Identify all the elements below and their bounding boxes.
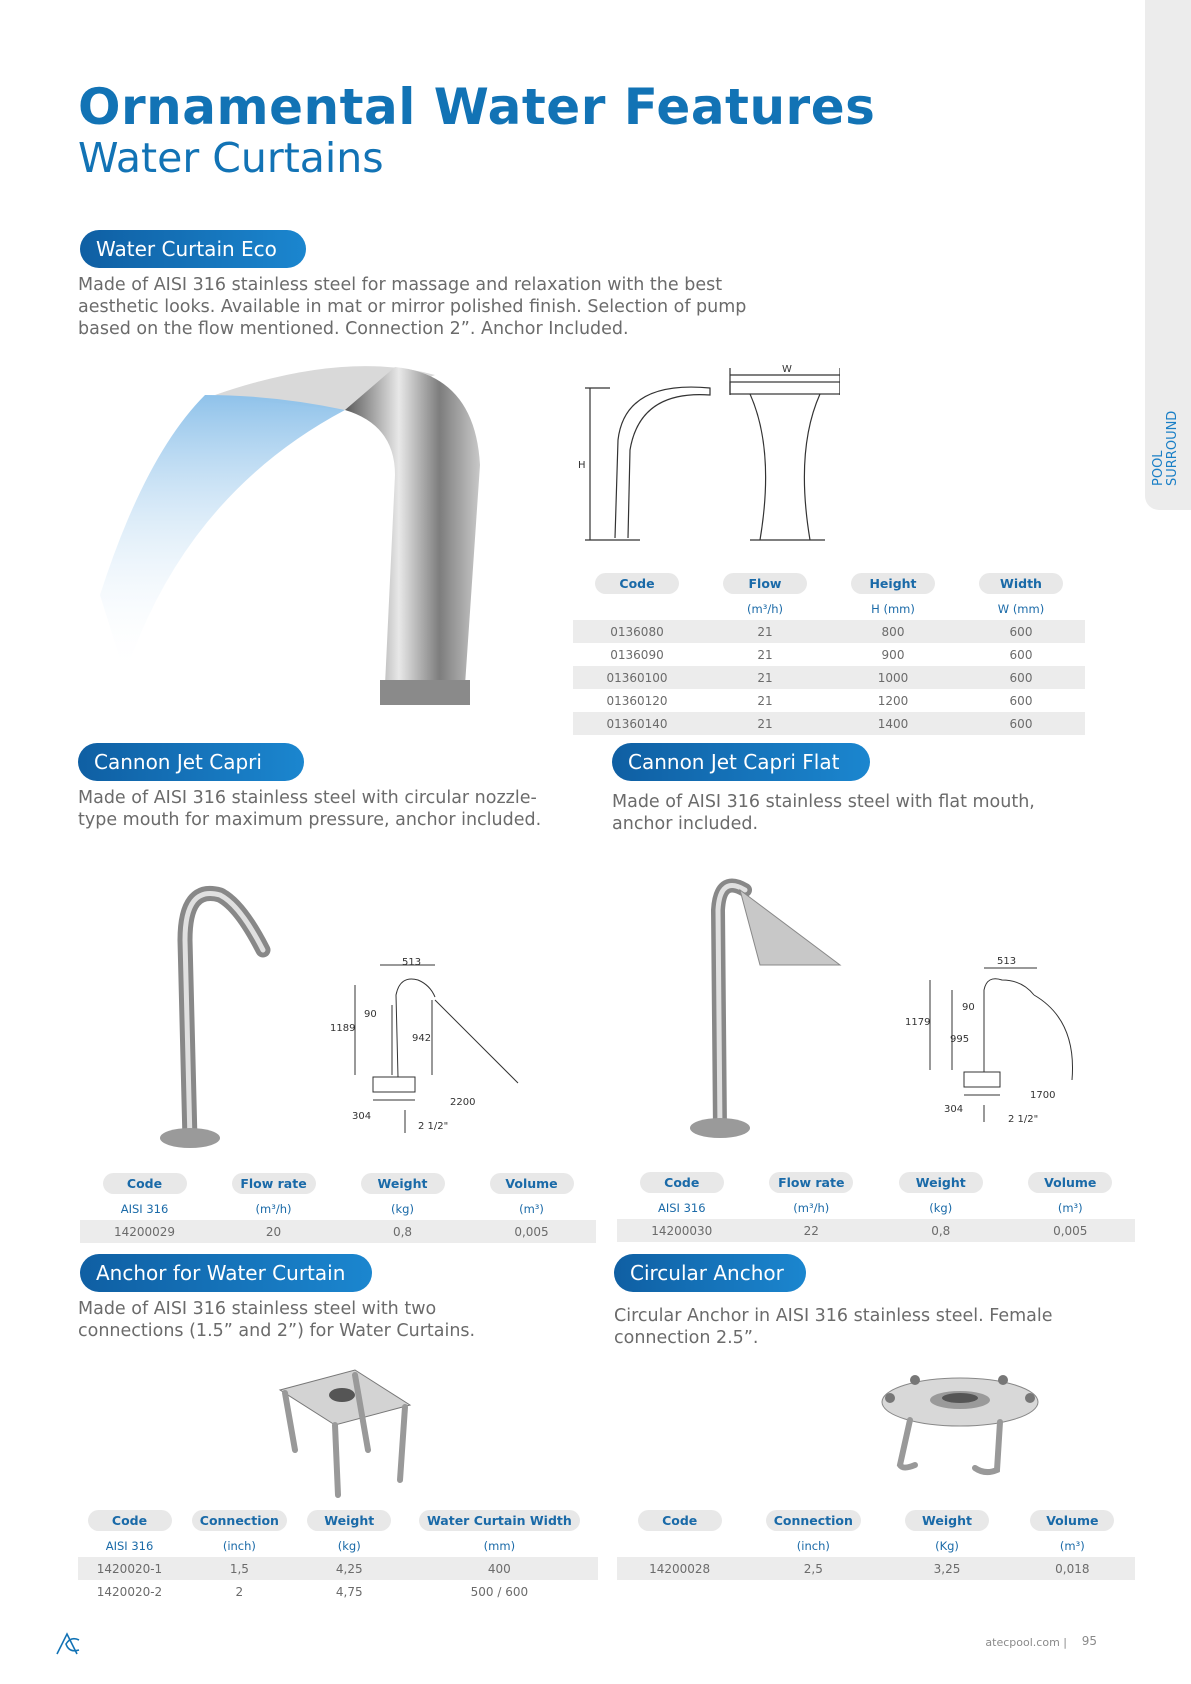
table-unit-row: AISI 316 (m³/h) (kg) (m³) — [120, 1201, 544, 1216]
table-header-row: Code Connection Weight Volume — [617, 1507, 1135, 1534]
table-row: 14200028 2,5 3,25 0,018 — [617, 1557, 1135, 1580]
svg-text:304: 304 — [944, 1104, 964, 1115]
col-header-code: Code — [595, 573, 679, 594]
section-pill-water-curtain-eco: Water Curtain Eco — [80, 230, 306, 268]
water-sheet — [100, 395, 345, 675]
cannon-jet-capri-flat-description: Made of AISI 316 stainless steel with flat mouth, anchor included. — [612, 792, 1035, 834]
brand-logo-icon — [55, 1632, 81, 1656]
col-header-height: Height — [851, 573, 935, 594]
page-number: 95 — [1081, 1634, 1097, 1648]
svg-text:90: 90 — [962, 1002, 975, 1013]
water-curtain-eco-drawing — [570, 360, 840, 545]
side-tab-label: POOL SURROUND — [1151, 410, 1180, 486]
svg-text:1700: 1700 — [1030, 1090, 1056, 1101]
table-header-row: Code Flow rate Weight Volume — [617, 1169, 1135, 1196]
svg-text:90: 90 — [364, 1009, 377, 1020]
table-row: 01360120 21 1200 600 — [606, 693, 1033, 708]
section-pill-cannon-jet-capri: Cannon Jet Capri — [78, 743, 304, 781]
page-title: Ornamental Water Features — [78, 78, 876, 136]
cannon-jet-capri-table — [80, 1170, 596, 1243]
table-header-row: Code Connection Weight Water Curtain Width — [78, 1507, 598, 1534]
svg-text:2 1/2": 2 1/2" — [418, 1121, 449, 1132]
table-unit-row: (m³/h) H (mm) W (mm) — [747, 601, 1045, 616]
anchor-water-curtain-description: Made of AISI 316 stainless steel with two connections (1.5” and 2”) for Water Curtains. — [78, 1299, 476, 1341]
col-header-flow: Flow — [723, 573, 807, 594]
cannon-jet-capri-description: Made of AISI 316 stainless steel with circular nozzle-type mouth for maximum pressure, anchor included. — [78, 788, 542, 830]
circular-anchor-description: Circular Anchor in AISI 316 stainless steel. Female connection 2.5”. — [614, 1306, 1053, 1348]
water-curtain-eco-description: Made of AISI 316 stainless steel for massage and relaxation with the best aesthetic looks. Available in mat or mirror polished finish. Selection of pump based on the flow mentioned. Connection 2”. Anchor Included. — [78, 275, 747, 339]
svg-text:995: 995 — [950, 1034, 970, 1045]
water-curtain-eco-table — [573, 570, 1085, 735]
table-row: 01360100 21 1000 600 — [573, 666, 1085, 689]
table-row: 0136080 21 800 600 — [573, 620, 1085, 643]
section-pill-circular-anchor: Circular Anchor — [614, 1254, 806, 1292]
svg-text:2 1/2": 2 1/2" — [1008, 1114, 1039, 1125]
section-pill-cannon-jet-capri-flat: Cannon Jet Capri Flat — [612, 743, 870, 781]
circular-anchor-photo — [875, 1370, 1045, 1480]
footer-url[interactable]: atecpool.com | — [985, 1636, 1067, 1649]
cannon-jet-capri-drawing — [330, 955, 530, 1135]
svg-text:942: 942 — [412, 1033, 432, 1044]
col-header-width: Width — [979, 573, 1063, 594]
svg-text:1189: 1189 — [330, 1023, 356, 1034]
table-row: 0136090 21 900 600 — [610, 647, 1033, 662]
anchor-water-curtain-table — [78, 1507, 598, 1603]
table-row: 1420020-2 2 4,75 500 / 600 — [96, 1584, 529, 1599]
table-unit-row: AISI 316 (inch) (kg) (mm) — [105, 1538, 516, 1553]
table-unit-row: (inch) (Kg) (m³) — [796, 1538, 1085, 1553]
dim-w: W — [782, 364, 792, 375]
curtain-base — [380, 680, 470, 705]
section-pill-anchor-water-curtain: Anchor for Water Curtain — [80, 1254, 372, 1292]
cannon-jet-capri-flat-drawing — [902, 950, 1102, 1130]
page-subtitle: Water Curtains — [78, 134, 384, 182]
water-curtain-eco-photo — [95, 355, 495, 715]
table-row: 1420020-1 1,5 4,25 400 — [78, 1557, 598, 1580]
svg-text:513: 513 — [402, 957, 422, 968]
table-row: 14200029 20 0,8 0,005 — [80, 1220, 596, 1243]
svg-text:2200: 2200 — [450, 1097, 476, 1108]
svg-text:513: 513 — [997, 956, 1017, 967]
dim-h: H — [578, 460, 586, 471]
cannon-jet-capri-photo — [145, 880, 275, 1155]
svg-text:1179: 1179 — [905, 1017, 931, 1028]
table-row: 14200030 22 0,8 0,005 — [617, 1219, 1135, 1242]
circular-anchor-table — [617, 1507, 1135, 1580]
cannon-jet-capri-flat-table — [617, 1169, 1135, 1242]
cannon-jet-capri-flat-photo — [680, 870, 850, 1145]
table-header-row: Code Flow rate Weight Volume — [80, 1170, 596, 1197]
svg-text:304: 304 — [352, 1111, 372, 1122]
table-header-row — [573, 570, 1085, 597]
curtain-body — [345, 367, 480, 685]
table-unit-row: AISI 316 (m³/h) (kg) (m³) — [657, 1200, 1083, 1215]
anchor-water-curtain-photo — [270, 1365, 420, 1505]
table-row: 01360140 21 1400 600 — [573, 712, 1085, 735]
